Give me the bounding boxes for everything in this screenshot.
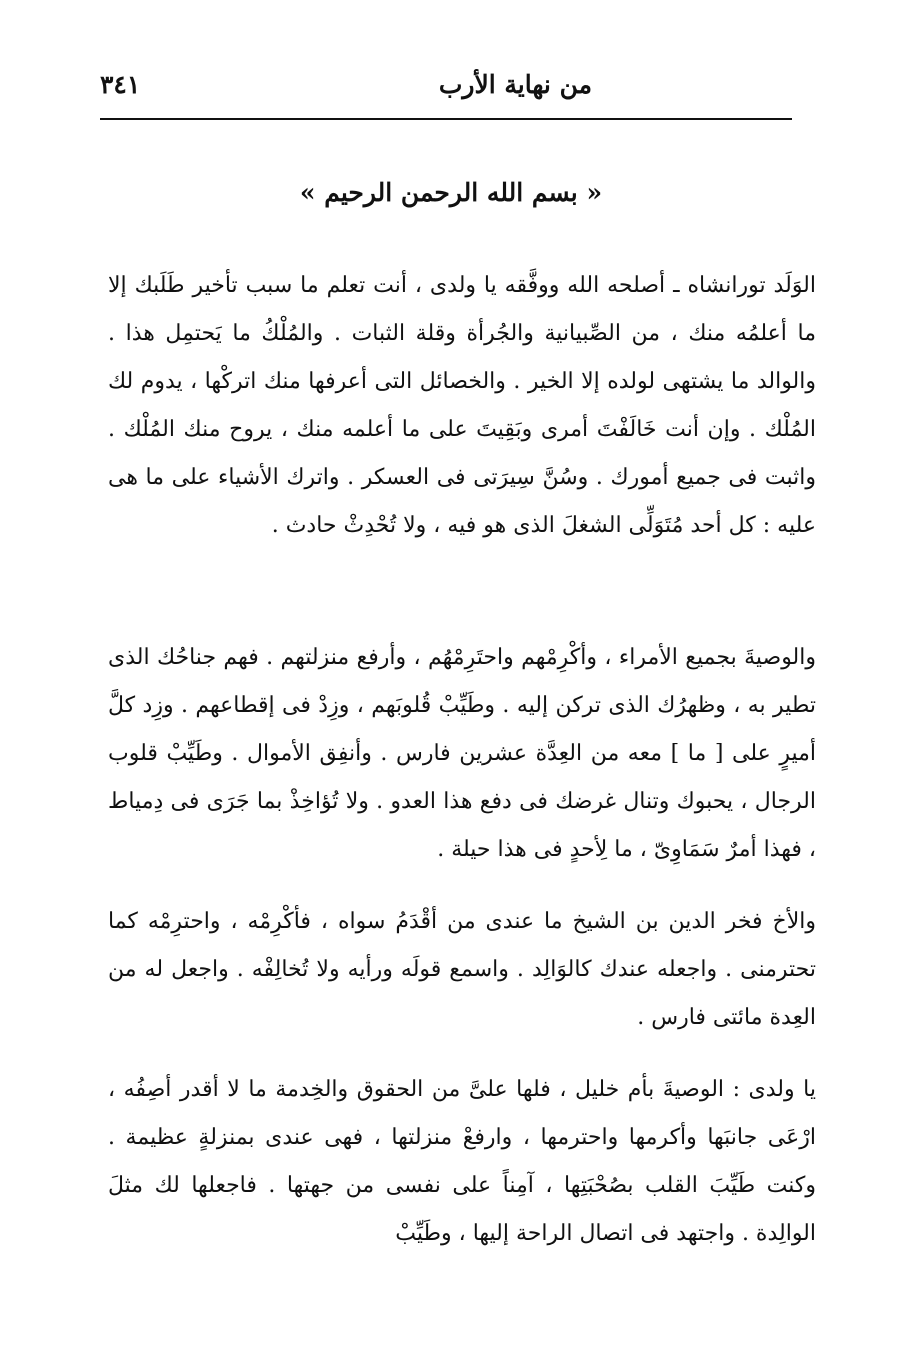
running-head-title: من نهاية الأرب: [438, 70, 592, 99]
paragraph-1: الوَلَد تورانشاه ـ أصلحه الله ووفَّقه يا ولدى ، أنت تعلم ما سبب تأخير طَلَبك إلا ما أعلمُه منك ، من الصِّبيانية والجُرأة وقلة الثبات . والمُلْكُ ما يَحتمِل هذا . والوالد ما يشتهى لولده إلا الخير . والخصائل التى أعرفها منك اتركْها ، يدوم لك المُلْك . وإن أنت خَالَفْتَ أمرى وبَقِيتَ على ما أعلمه منك ، يروح منك المُلْك . واثبت فى جميع أمورك . وسُنَّ سِيرَتى فى العسكر . واترك الأشياء على ما هى عليه : كل أحد مُتَوَلِّى الشغلَ الذى هو فيه ، ولا تُحْدِثْ حادث .: [108, 273, 816, 538]
paragraph-2: والوصيةَ بجميع الأمراء ، وأكْرِمْهم واحتَرِمْهُم ، وأرفع منزلتهم . فهم جناحُك الذى تطير به ، وظهرُك الذى تركن إليه . وطَيِّبْ قُلوبَهم ، وزِدْ فى إقطاعهم . وزِد كلَّ أميرٍ على [ ما ] معه من العِدَّة عشرين فارس . وأنفِق الأموال . وطَيِّبْ قلوب الرجال ، يحبوك وتنال غرضك فى دفع هذا العدو . ولا تُؤاخِذْ بما جَرَى فى دِمياط ، فهذا أمرٌ سَمَاوِىّ ، ما لِأحدٍ فى هذا حيلة .: [108, 645, 816, 862]
header-rule: [100, 118, 792, 120]
basmala-heading: « بسم الله الرحمن الرحيم »: [299, 178, 603, 207]
running-head: [100, 70, 792, 110]
page-number: ٣٤١: [100, 70, 141, 99]
paragraph-3: والأخ فخر الدين بن الشيخ ما عندى من أقْدَمُ سواه ، فأكْرِمْه ، واحترِمْه كما تحترمنى . واجعله عندك كالوَالِد . واسمع قولَه ورأيه ولا تُخالِفْه . واجعل له من العِدة مائتى فارس .: [108, 909, 816, 1030]
paragraph-4: يا ولدى : الوصيةَ بأم خليل ، فلها علىَّ من الحقوق والخِدمة ما لا أقدر أصِفُه ، ارْعَى جانبَها وأكرمها واحترمها ، وارفعْ منزلتها ، فهى عندى بمنزلةٍ عظيمة . وكنت طَيِّبَ القلب بصُحْبَتِها ، آمِناً على نفسى من جهتها . فاجعلها لك مثلَ الوالِدة . واجتهد فى اتصال الراحة إليها ، وطَيِّبْ: [108, 1077, 816, 1246]
